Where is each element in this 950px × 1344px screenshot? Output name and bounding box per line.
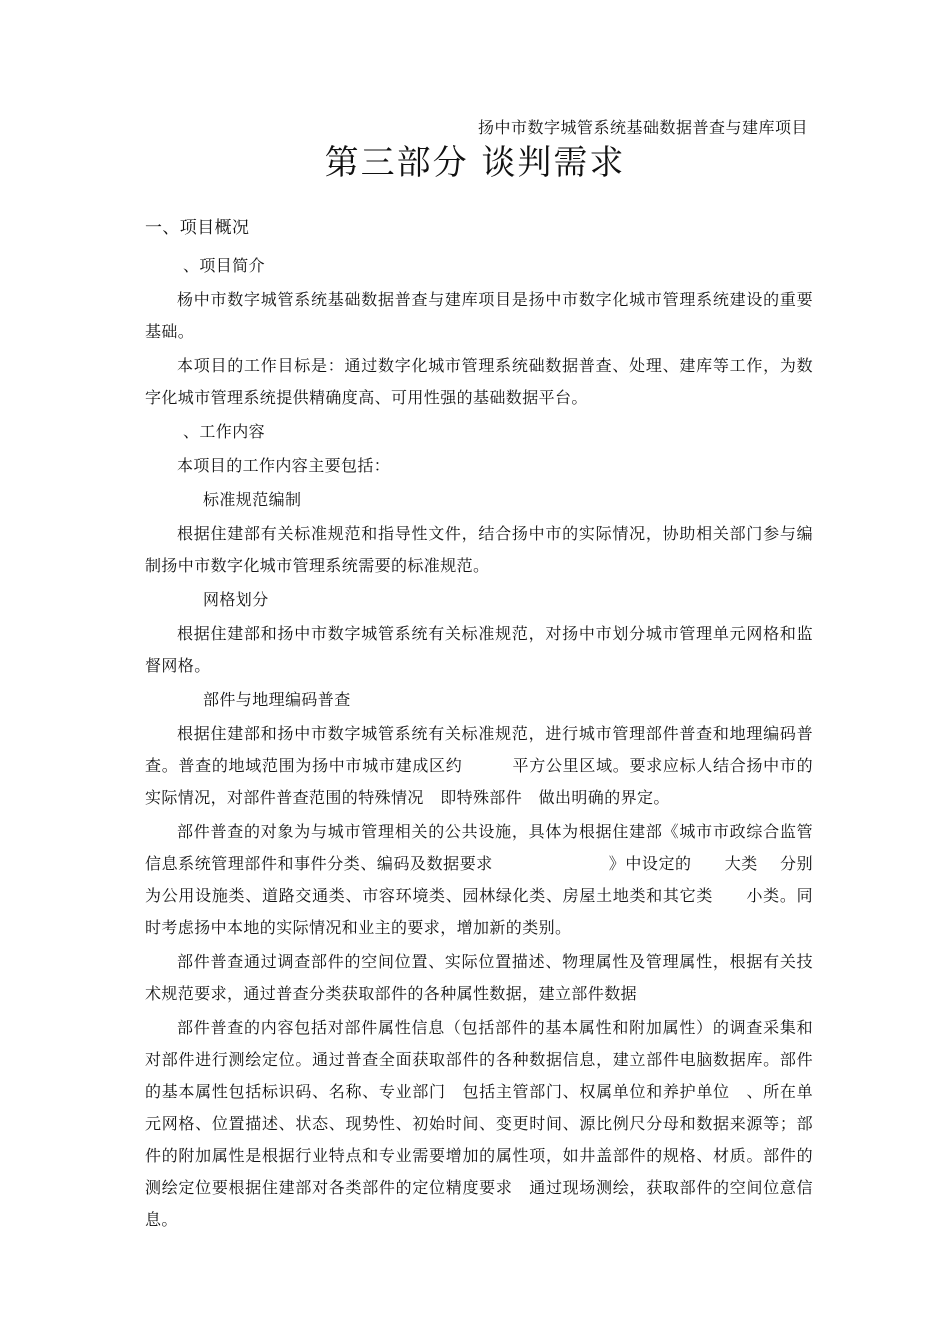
paragraph: 部件普查的对象为与城市管理相关的公共设施，具体为根据住建部《城市市政综合监管信息系统管理部件和事件分类、编码及数据要求 》中设定的 大类 分别为公用设施类、道路交通类、市容环境类、园林绿化类、房屋土地类和其它类 小类。同时考虑扬中本地的实际情况和业主的要求，增加新的类别。 (145, 822, 813, 937)
item-heading-standards: 标准规范编制 (203, 490, 302, 509)
document-body (145, 210, 813, 1238)
paragraph: 根据住建部和扬中市数字城管系统有关标准规范，进行城市管理部件普查和地理编码普查。普查的地域范围为扬中市城市建成区约 平方公里区域。要求应标人结合扬中市的实际情况，对部件普查范围的特殊情况 即特殊部件 做出明确的界定。 (145, 724, 813, 807)
paragraph: 本项目的工作内容主要包括： (177, 456, 391, 475)
header-note: 扬中市数字城管系统基础数据普查与建库项目 (477, 118, 808, 137)
paragraph: 杨中市数字城管系统基础数据普查与建库项目是扬中市数字化城市管理系统建设的重要基础。 (145, 290, 813, 341)
paragraph: 部件普查通过调查部件的空间位置、实际位置描述、物理属性及管理属性，根据有关技术规范要求，通过普查分类获取部件的各种属性数据，建立部件数据 (145, 952, 813, 1003)
paragraph: 根据住建部有关标准规范和指导性文件，结合扬中市的实际情况，协助相关部门参与编制扬中市数字化城市管理系统需要的标准规范。 (145, 524, 813, 575)
paragraph: 根据住建部和扬中市数字城管系统有关标准规范，对扬中市划分城市管理单元网格和监督网格。 (145, 624, 813, 675)
item-heading-grid: 网格划分 (203, 590, 269, 609)
item-heading-survey: 部件与地理编码普查 (203, 690, 351, 709)
page-title: 第三部分 谈判需求 (324, 143, 626, 183)
subsection-heading-work: 、工作内容 (183, 422, 266, 441)
paragraph: 本项目的工作目标是：通过数字化城市管理系统础数据普查、处理、建库等工作，为数字化城市管理系统提供精确度高、可用性强的基础数据平台。 (145, 356, 813, 407)
subsection-heading-intro: 、项目简介 (183, 256, 266, 275)
paragraph: 部件普查的内容包括对部件属性信息（包括部件的基本属性和附加属性）的调查采集和对部件进行测绘定位。通过普查全面获取部件的各种数据信息，建立部件电脑数据库。部件的基本属性包括标识码、名称、专业部门 包括主管部门、权属单位和养护单位 、所在单元网格、位置描述、状态、现势性、初始时间、变更时间、源比例尺分母和数据来源等；部件的附加属性是根据行业特点和专业需要增加的属性项，如井盖部件的规格、材质。部件的测绘定位要根据住建部对各类部件的定位精度要求 通过现场测绘，获取部件的空间位意信息。 (145, 1018, 813, 1229)
section-heading-1: 一、项目概况 (145, 218, 250, 238)
